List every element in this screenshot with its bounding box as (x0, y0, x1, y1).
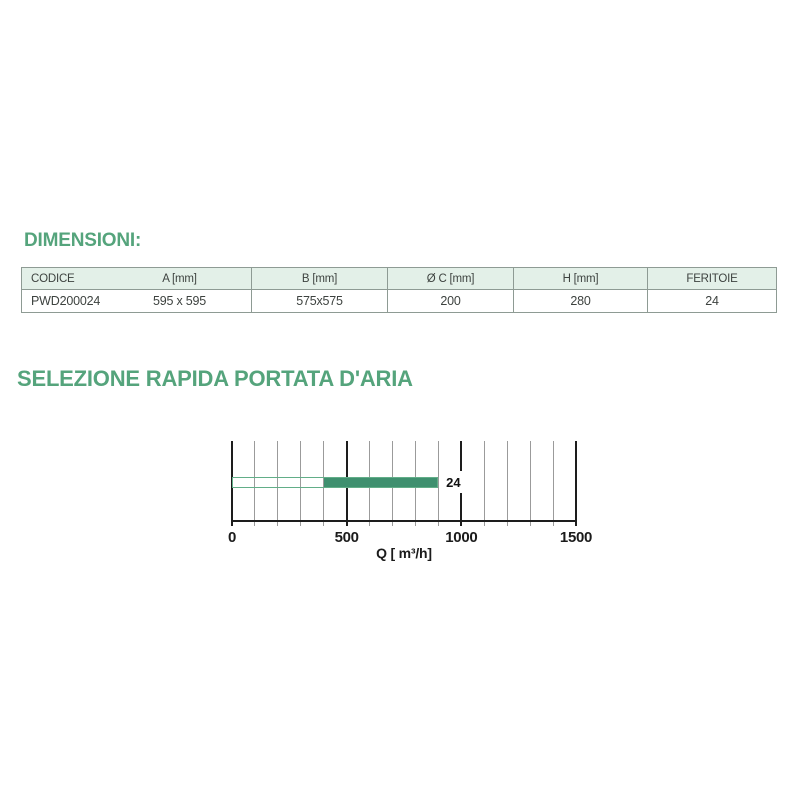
airflow-bar-label: 24 (439, 471, 467, 493)
column-header: Ø C [mm] (388, 268, 514, 289)
column-header: B [mm] (252, 268, 388, 289)
x-axis-title: Q [ m³/h] (376, 545, 432, 561)
table-cell: 200 (388, 290, 514, 312)
gridline-minor (484, 441, 485, 526)
dimensions-heading: DIMENSIONI: (24, 230, 142, 251)
gridline-minor (507, 441, 508, 526)
dimensions-table-header-row (22, 268, 776, 290)
gridline-minor (530, 441, 531, 526)
x-axis-line (231, 520, 577, 522)
table-cell: 575x575 (252, 290, 388, 312)
gridline-major (575, 441, 577, 526)
column-header: A [mm] (108, 268, 252, 289)
airflow-selection-heading: SELEZIONE RAPIDA PORTATA D'ARIA (17, 366, 413, 391)
column-header: FERITOIE (686, 272, 738, 285)
table-cell: 595 x 595 (108, 290, 252, 312)
x-tick-label: 500 (334, 529, 359, 546)
table-cell: PWD200024 (31, 294, 101, 308)
column-header: CODICE (31, 272, 75, 285)
airflow-bar-total-range (232, 477, 438, 488)
dimensions-table (21, 267, 777, 313)
x-tick-label: 0 (227, 529, 237, 546)
table-cell: 24 (705, 294, 719, 308)
table-row (22, 290, 776, 312)
column-header: H [mm] (514, 268, 648, 289)
airflow-selection-chart (227, 441, 593, 561)
x-tick-label: 1500 (559, 529, 593, 546)
x-tick-label: 1000 (445, 529, 478, 546)
gridline-minor (553, 441, 554, 526)
table-cell: 280 (514, 290, 648, 312)
